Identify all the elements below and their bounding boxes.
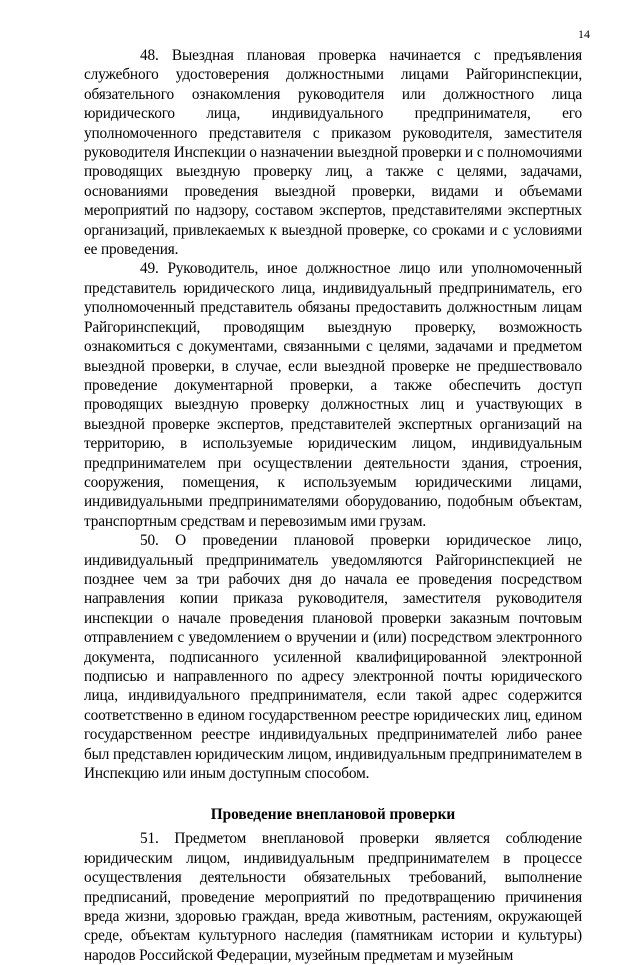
document-body	[84, 46, 582, 965]
paragraph-50: 50. О проведении плановой проверки юридическое лицо, индивидуальный предприниматель уведомляются Райгоринспекцией не позднее чем за три рабочих дня до начала ее проведения посредством направления копии приказа руководителя, заместителя руководителя инспекции о начале проведения плановой проверки заказным почтовым отправлением с уведомлением о вручении и (или) посредством электронного документа, подписанного усиленной квалифицированной электронной подписью и направленного по адресу электронной почты юридического лица, индивидуального предпринимателя, если такой адрес содержится соответственно в едином государственном реестре юридических лиц, едином государственном реестре индивидуальных предпринимателей либо ранее был представлен юридическим лицом, индивидуальным предпринимателем в Инспекцию или иным доступным способом.	[84, 532, 582, 783]
page-number: 14	[578, 27, 590, 41]
section-heading: Проведение внеплановой проверки	[210, 806, 456, 824]
paragraph-49: 49. Руководитель, иное должностное лицо или уполномоченный представитель юридического лица, индивидуальный предприниматель, его уполномоченный представитель обязаны предоставить должностным лицам Райгоринспекций, проводящим выездную проверку, возможность ознакомиться с документами, связанными с целями, задачами и предметом выездной проверки, в случае, если выездной проверке не предшествовало проведение документарной проверки, а также обеспечить доступ проводящих выездную проверку должностных лиц и участвующих в выездной проверке экспертов, представителей экспертных организаций на территорию, в используемые юридическим лицом, индивидуальным предпринимателем при осуществлении деятельности здания, строения, сооружения, помещения, к используемым юридическими лицами, индивидуальными предпринимателями оборудованию, подобным объектам, транспортным средствам и перевозимым ими грузам.	[84, 260, 582, 530]
paragraph-51: 51. Предметом внеплановой проверки является соблюдение юридическим лицом, индивидуальным предпринимателем в процессе осуществления деятельности обязательных требований, выполнение предписаний, проведение мероприятий по предотвращению причинения вреда жизни, здоровью граждан, вреда животным, растениям, окружающей среде, объектам культурного наследия (памятникам истории и культуры) народов Российской Федерации, музейным предметам и музейным	[84, 830, 582, 964]
paragraph-48: 48. Выездная плановая проверка начинается с предъявления служебного удостоверения должностными лицами Райгоринспекции, обязательного ознакомления руководителя или должностного лица юридического лица, индивидуального предпринимателя, его уполномоченного представителя с приказом руководителя, заместителя руководителя Инспекции о назначении выездной проверки и с полномочиями проводящих выездную проверку лиц, а также с целями, задачами, основаниями проведения выездной проверки, видами и объемами мероприятий по надзору, составом экспертов, представителями экспертных организаций, привлекаемых к выездной проверке, со сроками и с условиями ее проведения.	[84, 47, 582, 259]
